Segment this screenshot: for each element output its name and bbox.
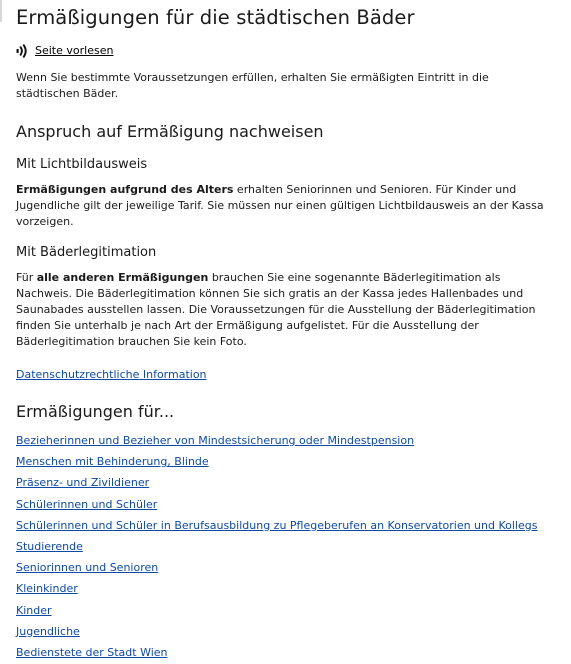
page-title: Ermäßigungen für die städtischen Bäder bbox=[16, 6, 415, 29]
list-item bbox=[16, 643, 555, 664]
bath-legitimation-text: brauchen Sie eine sogenannte Bäderlegitimation als Nachweis. Die Bäderlegitimation können Sie sich gratis an der Kassa jedes Hallenbades und Saunabades ausstellen lassen. Die Voraussetzungen für die Ausstellung der Bäderlegitimation finden Sie unterhalb je nach Art der Ermäßigung aufgelistet. Für die Ausstellung der Bäderlegitimation brauchen Sie kein Foto. bbox=[16, 271, 536, 348]
discount-link-pupils[interactable]: Schülerinnen und Schüler bbox=[16, 497, 158, 511]
discount-link-toddlers[interactable]: Kleinkinder bbox=[16, 582, 78, 596]
list-item bbox=[16, 431, 555, 452]
age-discount-bold: Ermäßigungen aufgrund des Alters bbox=[16, 183, 234, 196]
list-item bbox=[16, 579, 555, 600]
claim-heading: Anspruch auf Ermäßigung nachweisen bbox=[16, 122, 324, 141]
list-item bbox=[16, 558, 555, 579]
discount-link-minimum-income[interactable]: Bezieherinnen und Bezieher von Mindestsicherung oder Mindestpension bbox=[16, 434, 415, 447]
photo-id-heading: Mit Lichtbildausweis bbox=[16, 157, 148, 172]
privacy-info-row bbox=[16, 363, 555, 379]
read-aloud-link[interactable]: Seite vorlesen bbox=[35, 43, 114, 57]
bath-legitimation-paragraph bbox=[16, 270, 555, 350]
discount-link-children[interactable]: Kinder bbox=[16, 603, 52, 617]
discount-links-list bbox=[16, 431, 555, 664]
list-item bbox=[16, 452, 555, 473]
left-edge-divider bbox=[0, 0, 2, 22]
discount-link-military-civil-service[interactable]: Präsenz- und Zivildiener bbox=[16, 476, 150, 490]
speaker-waves-icon[interactable] bbox=[16, 43, 29, 57]
list-item bbox=[16, 516, 555, 537]
privacy-info-link[interactable]: Datenschutzrechtliche Information bbox=[16, 368, 207, 381]
photo-id-text: erhalten Seniorinnen und Senioren. Für Kinder und Jugendliche gilt der jeweilige Tarif. Sie müssen nur einen gültigen Lichtbildausweis an der Kassa vorzeigen. bbox=[16, 183, 544, 228]
other-discounts-bold: alle anderen Ermäßigungen bbox=[36, 271, 209, 284]
list-item bbox=[16, 473, 555, 494]
discount-link-nursing-pupils[interactable]: Schülerinnen und Schüler in Berufsausbildung zu Pflegeberufen an Konservatorien und Kollegs bbox=[16, 518, 538, 532]
bath-legitimation-heading: Mit Bäderlegitimation bbox=[16, 245, 157, 260]
list-item bbox=[16, 495, 555, 516]
list-item bbox=[16, 601, 555, 622]
intro-text: Wenn Sie bestimmte Voraussetzungen erfüllen, erhalten Sie ermäßigten Eintritt in die städtischen Bäder. bbox=[16, 71, 489, 100]
bath-legitimation-prefix: Für bbox=[16, 271, 37, 284]
discount-link-youth[interactable]: Jugendliche bbox=[16, 624, 80, 638]
discounts-heading: Ermäßigungen für... bbox=[16, 402, 175, 421]
read-aloud-control[interactable] bbox=[16, 42, 555, 58]
photo-id-paragraph bbox=[16, 182, 555, 230]
discount-link-seniors[interactable]: Seniorinnen und Senioren bbox=[16, 561, 159, 575]
discount-link-city-employees[interactable]: Bedienstete der Stadt Wien bbox=[16, 645, 168, 659]
list-item bbox=[16, 537, 555, 558]
discount-link-disability[interactable]: Menschen mit Behinderung, Blinde bbox=[16, 455, 209, 469]
discount-link-students[interactable]: Studierende bbox=[16, 539, 83, 553]
